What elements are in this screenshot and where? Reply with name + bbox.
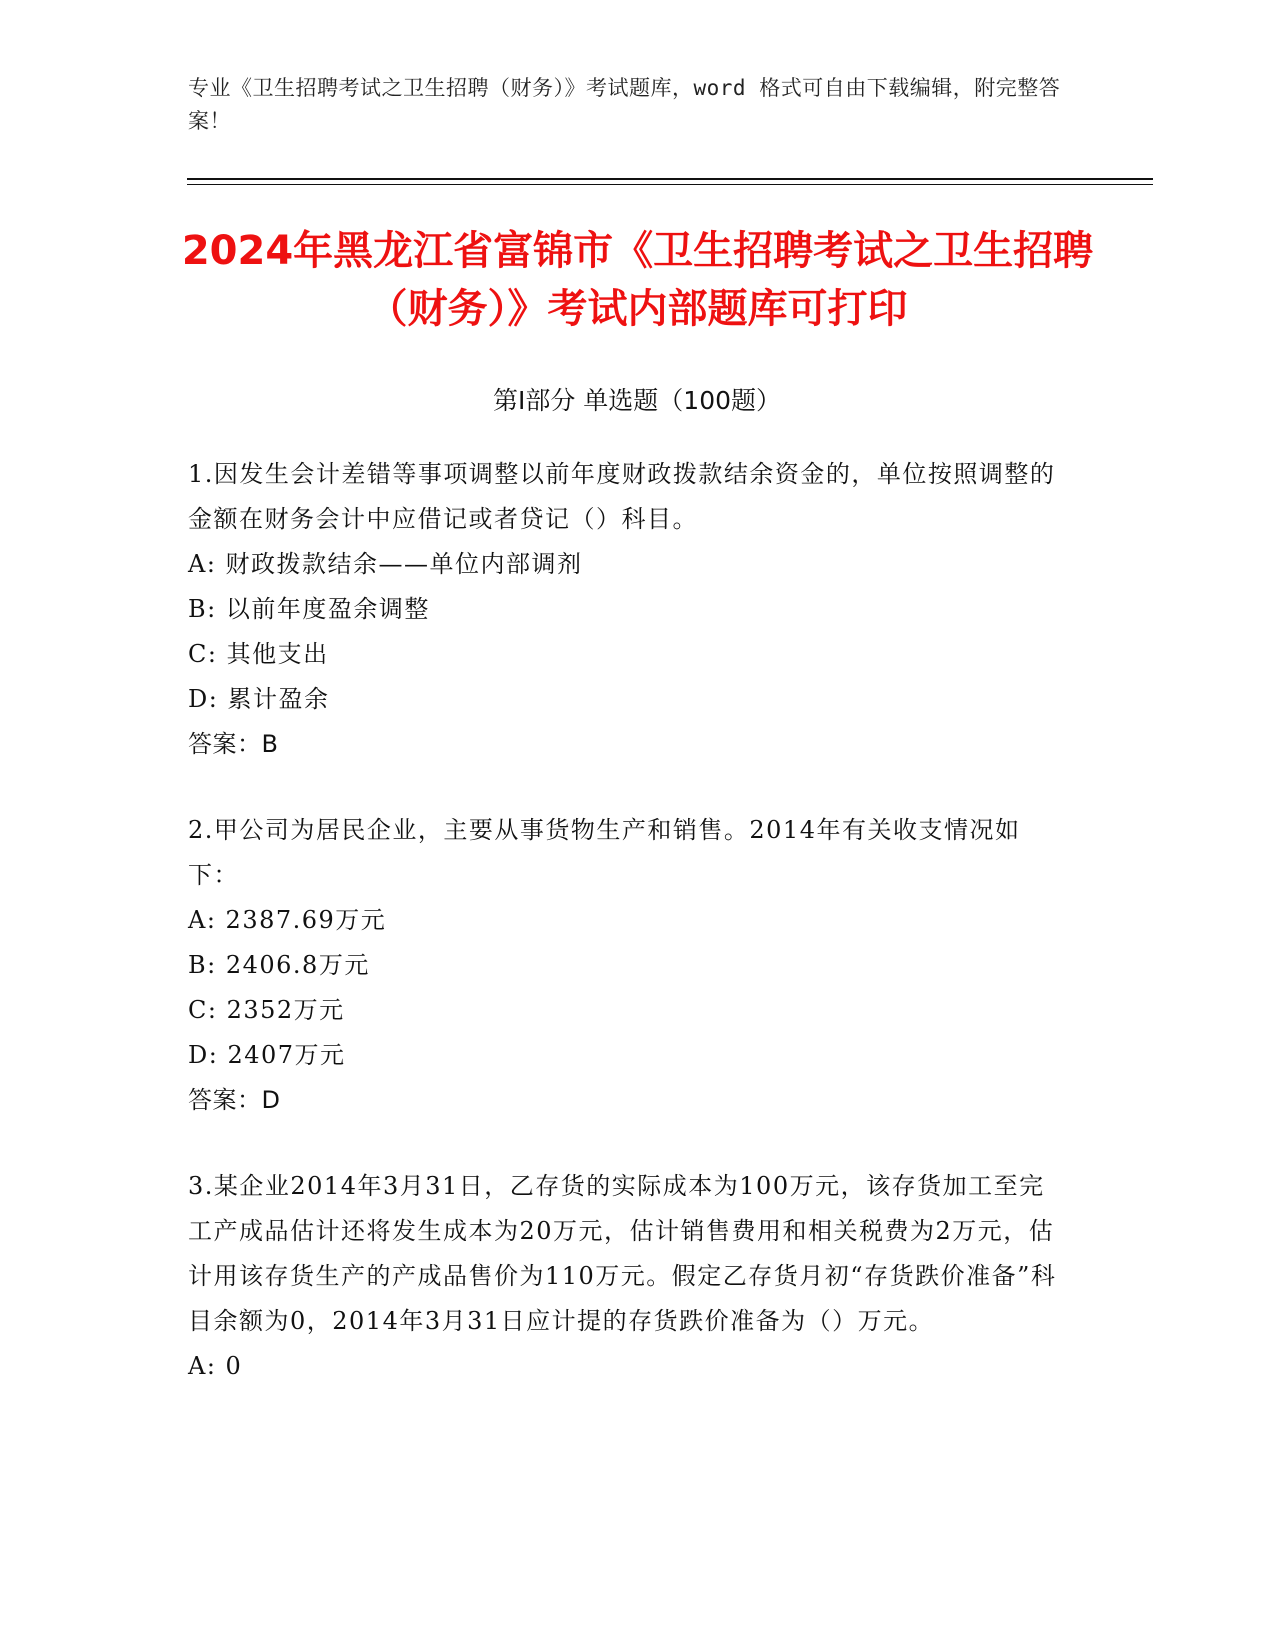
question-1 [188, 452, 1068, 767]
option-a: A: 2387.69万元 [188, 906, 387, 934]
answer: 答案：B [188, 730, 279, 758]
question-2 [188, 808, 1068, 1123]
option-d: D: 累计盈余 [188, 685, 330, 713]
option-a: A: 0 [188, 1352, 243, 1380]
header-note: 专业《卫生招聘考试之卫生招聘（财务）》考试题库，word 格式可自由下载编辑，附完整答案！ [188, 76, 1061, 133]
question-3 [188, 1164, 1068, 1389]
option-c: C: 2352万元 [188, 996, 345, 1024]
question-stem: 2.甲公司为居民企业，主要从事货物生产和销售。2014年有关收支情况如下： [188, 816, 1021, 889]
document-title: 2024年黑龙江省富锦市《卫生招聘考试之卫生招聘（财务）》考试内部题库可打印 [181, 228, 1094, 332]
option-a: A: 财政拨款结余——单位内部调剂 [188, 550, 583, 578]
option-d: D: 2407万元 [188, 1041, 346, 1069]
header-divider-thin [187, 184, 1153, 185]
option-c: C: 其他支出 [188, 640, 329, 668]
answer: 答案：D [188, 1086, 281, 1114]
question-stem: 1.因发生会计差错等事项调整以前年度财政拨款结余资金的，单位按照调整的金额在财务会计中应借记或者贷记（）科目。 [188, 460, 1056, 533]
header-divider [187, 178, 1153, 180]
option-b: B: 以前年度盈余调整 [188, 595, 430, 623]
section-title: 第Ⅰ部分 单选题（100题） [492, 386, 782, 415]
question-stem: 3.某企业2014年3月31日，乙存货的实际成本为100万元，该存货加工至完工产成品估计还将发生成本为20万元，估计销售费用和相关税费为2万元，估计用该存货生产的产成品售价为110万元。假定乙存货月初“存货跌价准备”科目余额为0，2014年3月31日应计提的存货跌价准备为（）万元。 [188, 1172, 1057, 1335]
option-b: B: 2406.8万元 [188, 951, 370, 979]
